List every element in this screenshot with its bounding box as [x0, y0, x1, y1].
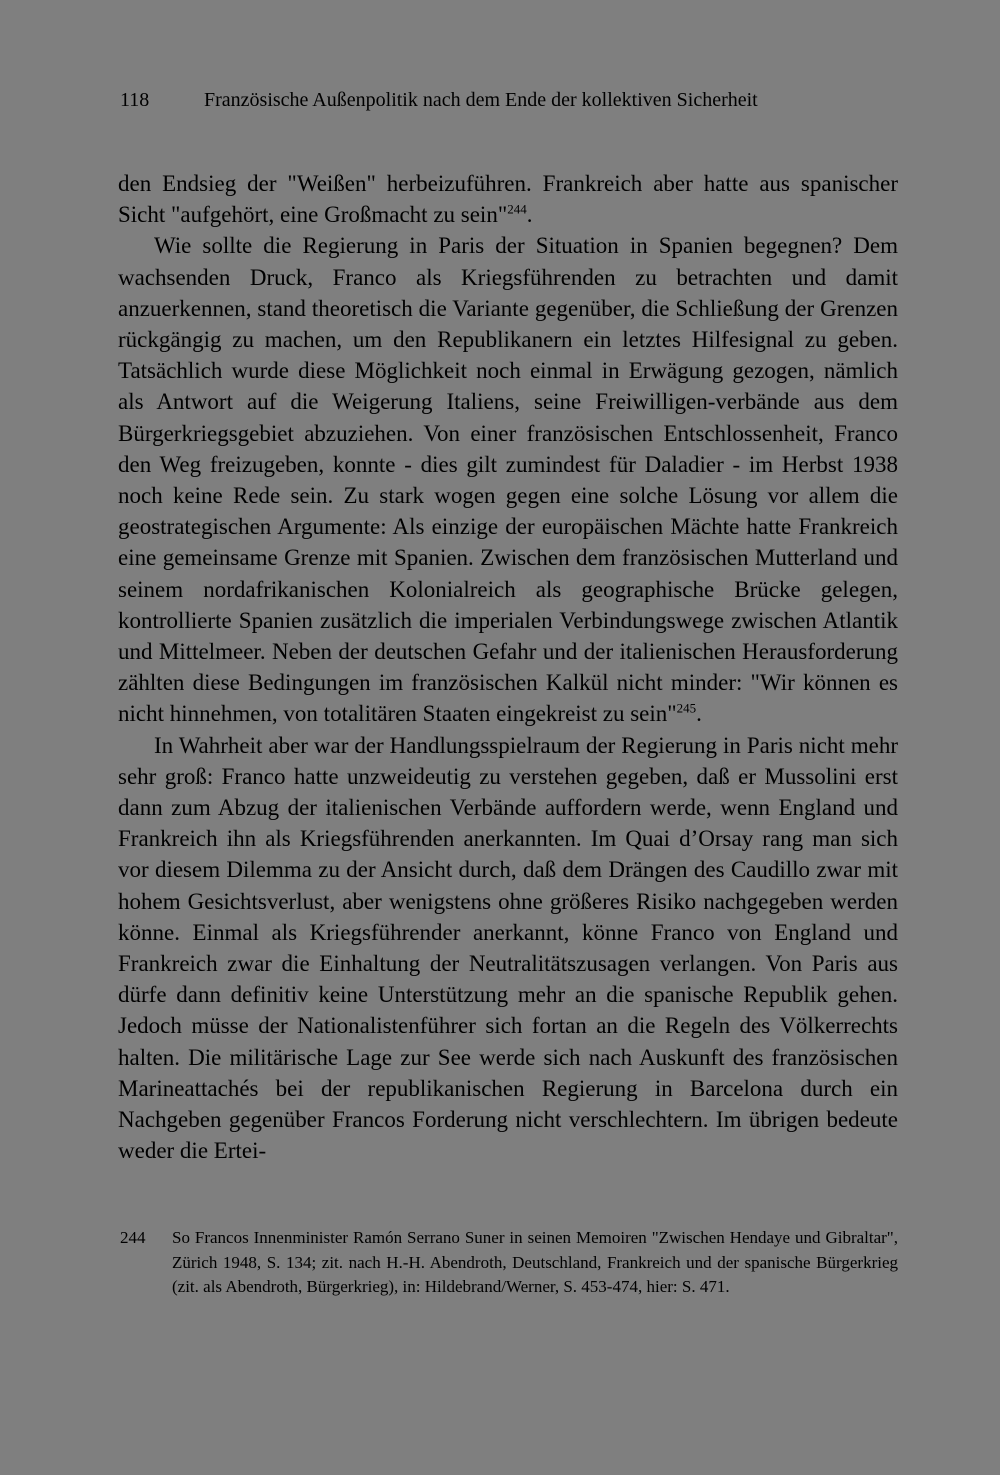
paragraph-text: den Endsieg der "Weißen" herbeizuführen. Frankreich aber hatte aus spanischer Sicht "aufgehört, eine Großmacht zu sein"	[118, 171, 898, 228]
paragraph	[118, 168, 898, 230]
body-text	[118, 168, 898, 1167]
paragraph-punctuation: .	[526, 202, 533, 228]
footnote-reference[interactable]: 244	[507, 201, 527, 217]
footnote-reference[interactable]: 245	[676, 700, 697, 716]
paragraph-text: Wie sollte die Regierung in Paris der Situation in Spanien begegnen? Dem wachsenden Druck, Franco als Kriegsführenden zu betrachten und damit anzuerkennen, stand theoretisch die Variante gegenüber, die Schließung der Grenzen rückgängig zu machen, um den Republikanern ein letztes Hilfesignal zu geben. Tatsächlich wurde diese Möglichkeit noch einmal in Erwägung gezogen, nämlich als Antwort auf die Weigerung Italiens, seine Freiwilligen-verbände aus dem Bürgerkriegsgebiet abzuziehen. Von einer französischen Entschlossenheit, Franco den Weg freizugeben, konnte - dies gilt zumindest für Daladier - im Herbst 1938 noch keine Rede sein. Zu stark wogen gegen eine solche Lösung vor allem die geostrategischen Argumente: Als einzige der europäischen Mächte hatte Frankreich eine gemeinsame Grenze mit Spanien. Zwischen dem französischen Mutterland und seinem nordafrikanischen Kolonialreich als geographische Brücke gelegen, kontrollierte Spanien zusätzlich die imperialen Verbindungswege zwischen Atlantik und Mittelmeer. Neben der deutschen Gefahr und der italienischen Herausforderung zählten diese Bedingungen im französischen Kalkül nicht minder: "Wir können es nicht hinnehmen, von totalitären Staaten eingekreist zu sein"	[118, 233, 898, 727]
paragraph	[118, 230, 898, 729]
paragraph	[118, 730, 898, 1167]
footnote	[120, 1226, 898, 1300]
paragraph-punctuation: .	[696, 701, 702, 727]
page-number: 118	[120, 89, 150, 111]
running-header	[120, 86, 900, 114]
running-title: Französische Außenpolitik nach dem Ende der kollektiven Sicherheit	[204, 89, 758, 111]
paragraph-text: In Wahrheit aber war der Handlungsspielraum der Regierung in Paris nicht mehr sehr groß: Franco hatte unzweideutig zu verstehen gegeben, daß er Mussolini erst dann zum Abzug der italienischen Verbände auffordern werde, wenn England und Frankreich ihn als Kriegsführenden anerkannten. Im Quai d’Orsay rang man sich vor diesem Dilemma zu der Ansicht durch, daß dem Drängen des Caudillo zwar mit hohem Gesichtsverlust, aber wenigstens ohne größeres Risiko nachgegeben werden könne. Einmal als Kriegsführender anerkannt, könne Franco von England und Frankreich zwar die Einhaltung der Neutralitätszusagen verlangen. Von Paris aus dürfe dann definitiv keine Unterstützung mehr an die spanische Republik gehen. Jedoch müsse der Nationalistenführer sich fortan an die Regeln des Völkerrechts halten. Die militärische Lage zur See werde sich nach Auskunft des französischen Marineattachés bei der republikanischen Regierung in Barcelona durch ein Nachgeben gegenüber Francos Forderung nicht verschlechtern. Im übrigen bedeute weder die Ertei-	[118, 732, 898, 1164]
footnote-number: 244	[120, 1228, 146, 1247]
footnotes	[120, 1226, 898, 1300]
footnote-text: So Francos Innenminister Ramón Serrano Suner in seinen Memoiren "Zwischen Hendaye und Gibraltar", Zürich 1948, S. 134; zit. nach H.-H. Abendroth, Deutschland, Frankreich und der spanische Bürgerkrieg (zit. als Abendroth, Bürgerkrieg), in: Hildebrand/Werner, S. 453-474, hier: S. 471.	[172, 1228, 898, 1296]
